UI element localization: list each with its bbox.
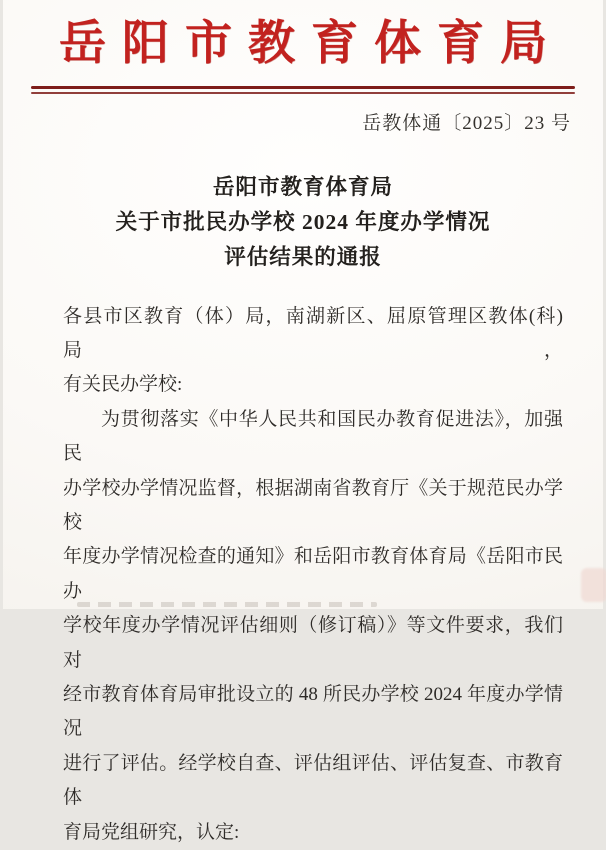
next-line-cutoff-artifact — [77, 602, 377, 607]
letterhead-agency-name: 岳阳市教育体育局 — [3, 0, 603, 73]
document-title — [3, 170, 603, 275]
letterhead-divider — [31, 86, 575, 94]
body-line-paragraph-5: 经市教育体育局审批设立的 48 所民办学校 2024 年度办学情况 — [63, 678, 563, 747]
body-line-paragraph-3: 年度办学情况检查的通知》和岳阳市教育体育局《岳阳市民办 — [63, 540, 563, 609]
scanned-document-page — [3, 0, 603, 609]
document-number: 岳教体通〔2025〕23 号 — [3, 111, 603, 136]
document-body — [3, 300, 603, 850]
body-line-paragraph-6: 进行了评估。经学校自查、评估组评估、评估复查、市教育体 — [63, 747, 563, 816]
scan-edge-smudge — [581, 568, 606, 602]
divider-line-thick — [31, 86, 575, 89]
title-line-3: 评估结果的通报 — [3, 240, 603, 275]
title-line-1: 岳阳市教育体育局 — [3, 170, 603, 205]
divider-line-thin — [31, 92, 575, 94]
body-line-salutation-2: 有关民办学校: — [63, 368, 563, 402]
body-line-paragraph-2: 办学校办学情况监督，根据湖南省教育厅《关于规范民办学校 — [63, 472, 563, 541]
title-line-2: 关于市批民办学校 2024 年度办学情况 — [3, 205, 603, 240]
body-line-salutation-1: 各县市区教育（体）局，南湖新区、屈原管理区教体(科)局， — [63, 300, 563, 369]
body-line-paragraph-1: 为贯彻落实《中华人民共和国民办教育促进法》，加强民 — [63, 403, 563, 472]
body-line-paragraph-4: 学校年度办学情况评估细则（修订稿）》等文件要求，我们对 — [63, 609, 563, 678]
body-line-paragraph-7: 育局党组研究，认定: — [63, 816, 563, 850]
